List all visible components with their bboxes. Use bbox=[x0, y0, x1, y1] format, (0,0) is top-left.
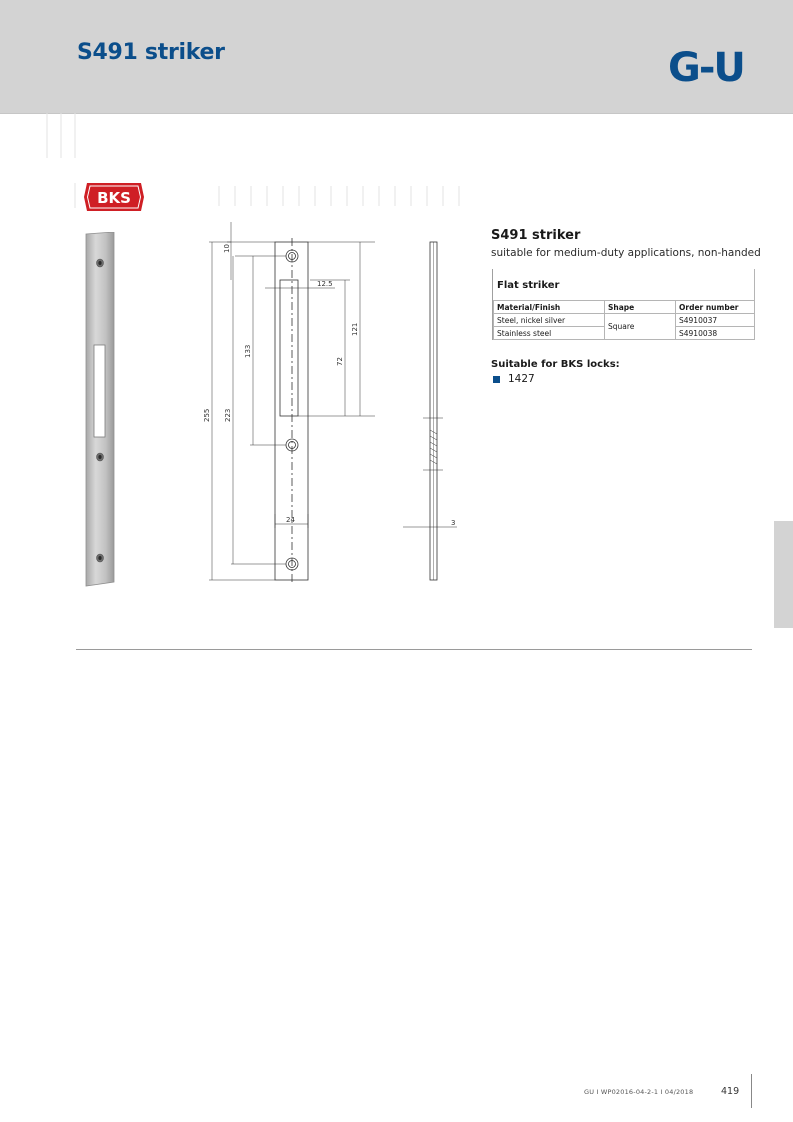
order-box-title: Flat striker bbox=[497, 280, 560, 291]
page-title: S491 striker bbox=[77, 40, 225, 65]
dim-121: 121 bbox=[351, 322, 359, 336]
material-cell: Stainless steel bbox=[494, 327, 605, 340]
dim-72: 72 bbox=[336, 357, 344, 366]
svg-text:G-U: G-U bbox=[668, 45, 744, 85]
suitable-heading: Suitable for BKS locks: bbox=[491, 359, 620, 370]
order-number-cell: S4910037 bbox=[676, 314, 755, 327]
dim-10: 10 bbox=[223, 244, 231, 253]
list-item bbox=[491, 373, 761, 385]
page-header bbox=[0, 0, 793, 114]
order-table bbox=[493, 300, 755, 340]
square-bullet-icon bbox=[493, 376, 500, 383]
striker-photo bbox=[78, 232, 124, 588]
footer-text: GU I WP02016-04-2-1 I 04/2018 bbox=[584, 1088, 694, 1096]
footer-divider bbox=[751, 1074, 752, 1108]
material-cell: Steel, nickel silver bbox=[494, 314, 605, 327]
shape-cell: Square bbox=[605, 314, 676, 340]
table-header-row bbox=[494, 301, 755, 314]
dim-255: 255 bbox=[203, 408, 211, 422]
decorative-lines bbox=[0, 113, 470, 213]
dim-3: 3 bbox=[451, 519, 456, 527]
svg-text:BKS: BKS bbox=[97, 189, 131, 207]
dim-24: 24 bbox=[286, 516, 295, 524]
page-number: 419 bbox=[721, 1086, 740, 1097]
bks-logo bbox=[83, 182, 145, 212]
product-info bbox=[491, 228, 761, 385]
column-header: Shape bbox=[605, 301, 676, 314]
divider bbox=[76, 649, 752, 650]
order-box-header bbox=[493, 269, 755, 300]
product-title: S491 striker bbox=[491, 228, 581, 243]
technical-drawing bbox=[195, 218, 465, 588]
dim-12-5: 12.5 bbox=[317, 280, 333, 288]
column-header: Material/Finish bbox=[494, 301, 605, 314]
product-subtitle: suitable for medium-duty applications, non-handed bbox=[491, 247, 761, 259]
side-tab bbox=[774, 521, 793, 628]
gu-logo bbox=[668, 45, 753, 85]
column-header: Order number bbox=[676, 301, 755, 314]
table-row bbox=[494, 314, 755, 327]
lock-model: 1427 bbox=[508, 373, 535, 385]
order-number-cell: S4910038 bbox=[676, 327, 755, 340]
dim-223: 223 bbox=[224, 408, 232, 422]
dim-133: 133 bbox=[244, 344, 252, 358]
order-box bbox=[492, 269, 755, 340]
